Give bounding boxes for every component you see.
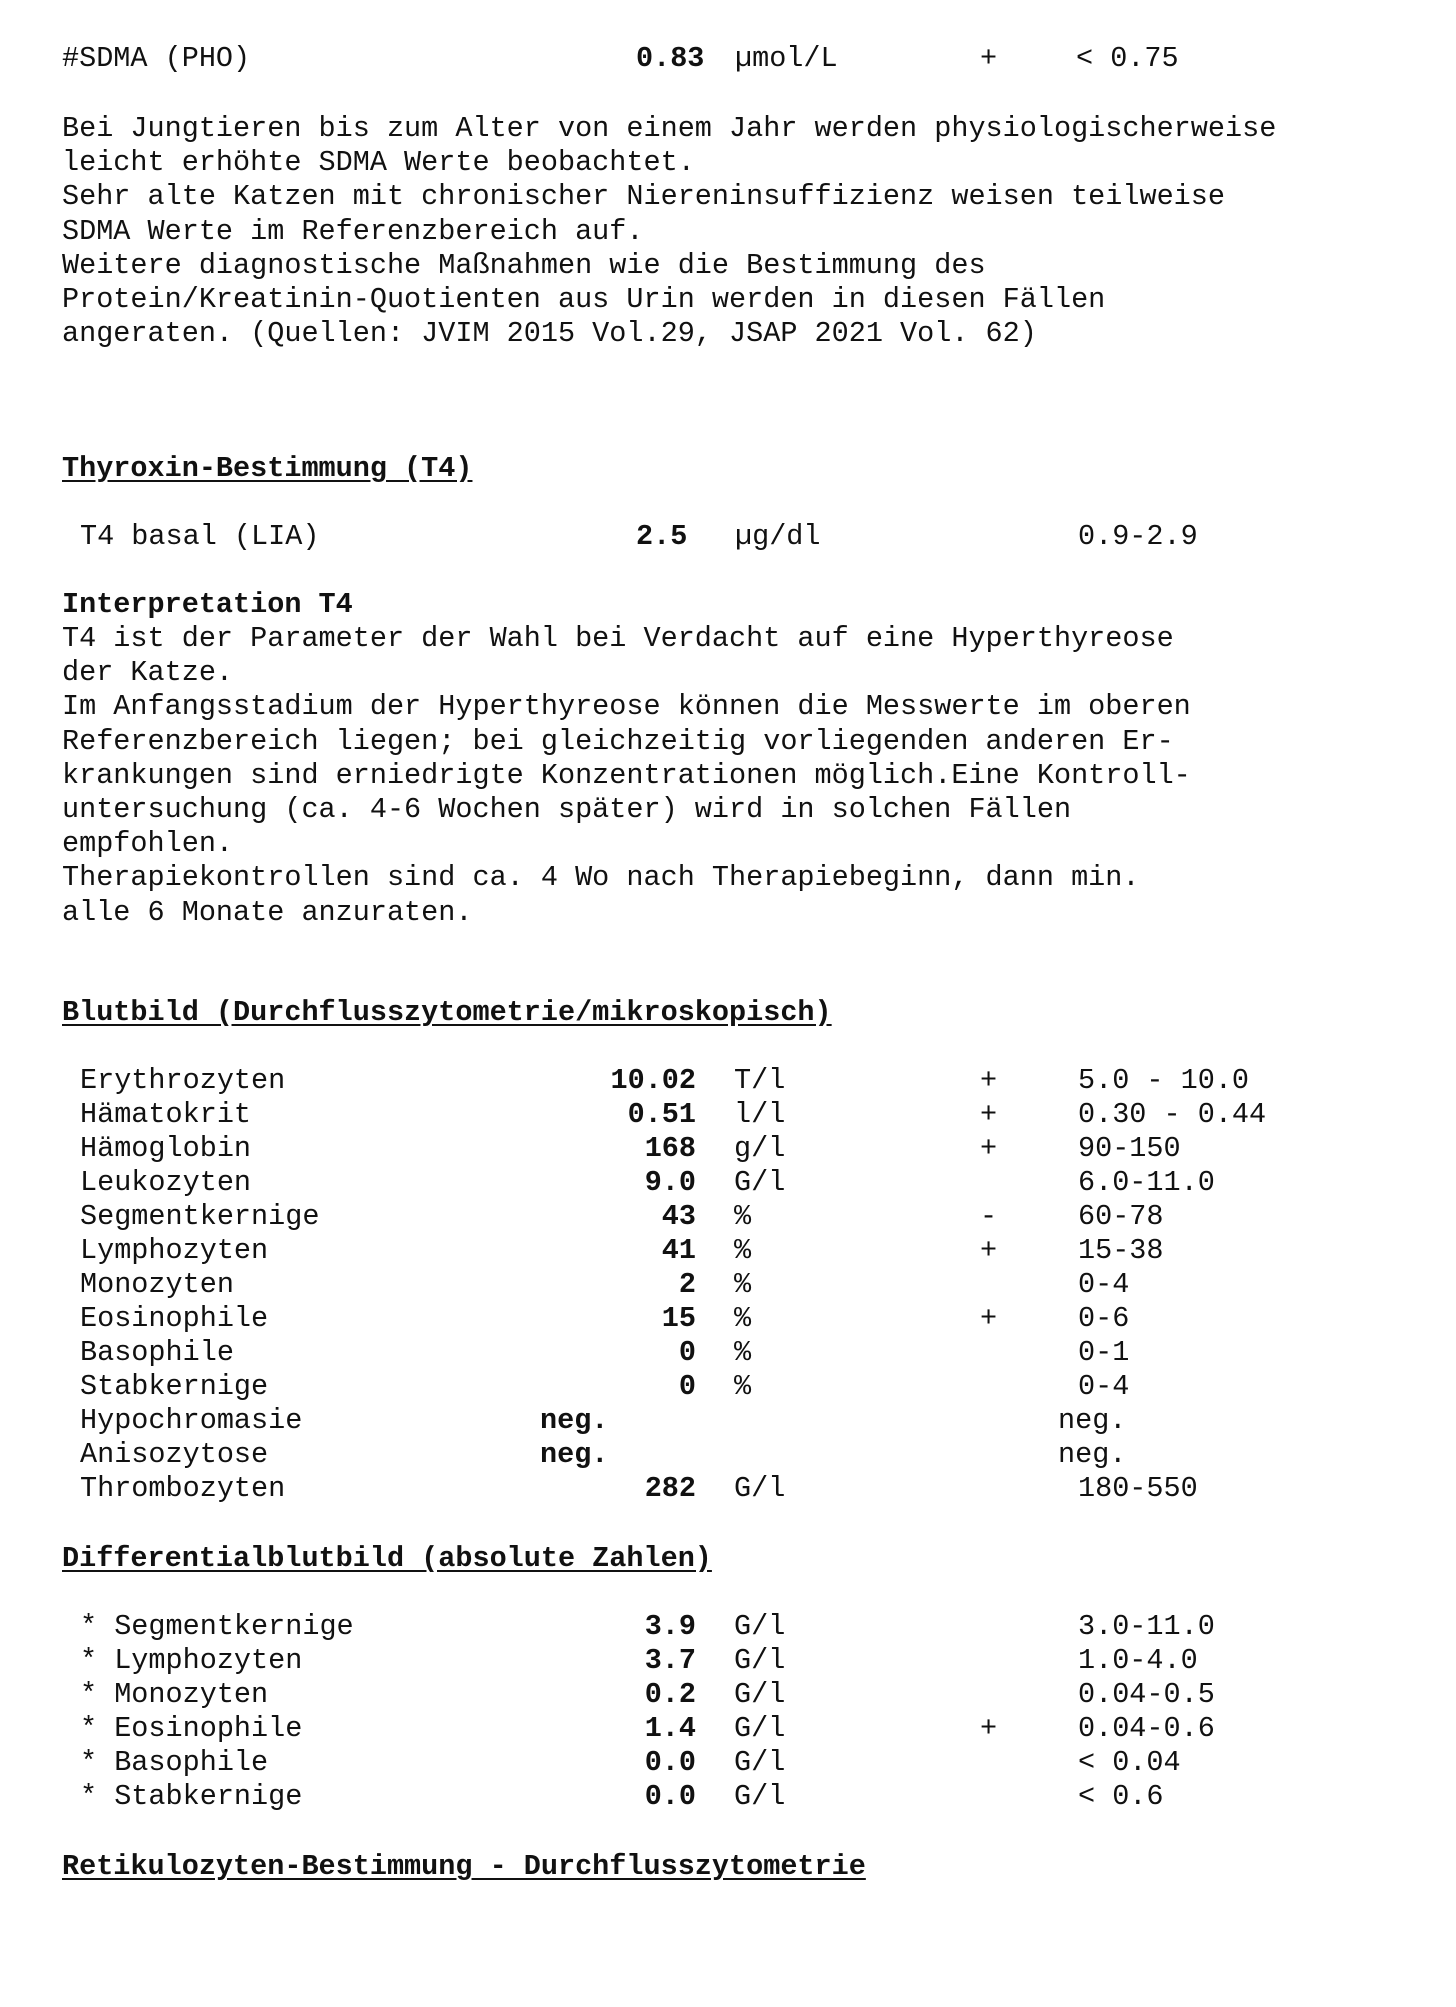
row-ref: 0.04-0.6	[1078, 1712, 1215, 1745]
row-name: Basophile	[80, 1336, 234, 1369]
row-ref: 0.04-0.5	[1078, 1678, 1215, 1711]
row-ref: 90-150	[1078, 1132, 1181, 1165]
row-name: Anisozytose	[80, 1438, 269, 1471]
row-name: Monozyten	[80, 1268, 234, 1301]
row-ref: 0-4	[1078, 1370, 1130, 1403]
row-value: 43	[661, 1200, 696, 1233]
row-ref: neg.	[1058, 1438, 1127, 1471]
row-value: 10.02	[610, 1064, 696, 1097]
row-value: neg.	[540, 1404, 609, 1437]
t4-value: 2.5	[636, 520, 688, 553]
thyroxin-heading: Thyroxin-Bestimmung (T4)	[62, 452, 473, 485]
row-ref: < 0.6	[1078, 1780, 1164, 1813]
row-ref: 5.0 - 10.0	[1078, 1064, 1250, 1097]
row-ref: 6.0-11.0	[1078, 1166, 1215, 1199]
row-value: 0	[678, 1336, 696, 1369]
row-ref: 0-6	[1078, 1302, 1130, 1335]
row-name: Eosinophile	[80, 1302, 269, 1335]
row-value: 0.0	[644, 1780, 696, 1813]
row-unit: %	[734, 1200, 752, 1233]
row-name: Erythrozyten	[80, 1064, 286, 1097]
row-flag: +	[980, 1098, 998, 1131]
row-unit: G/l	[734, 1746, 786, 1779]
row-name: Hämoglobin	[80, 1132, 252, 1165]
row-unit: %	[734, 1336, 752, 1369]
row-unit: l/l	[734, 1098, 786, 1131]
row-unit: G/l	[734, 1780, 786, 1813]
row-name: * Monozyten	[80, 1678, 269, 1711]
row-flag: -	[980, 1200, 998, 1233]
row-name: Hämatokrit	[80, 1098, 252, 1131]
row-flag: +	[980, 1132, 998, 1165]
row-name: Hypochromasie	[80, 1404, 303, 1437]
sdma-value: 0.83	[636, 42, 705, 75]
row-name: * Lymphozyten	[80, 1644, 303, 1677]
row-name: Thrombozyten	[80, 1472, 286, 1505]
row-value: 168	[644, 1132, 696, 1165]
row-unit: g/l	[734, 1132, 786, 1165]
row-value: 1.4	[644, 1712, 696, 1745]
row-value: 2	[678, 1268, 696, 1301]
row-value: 282	[644, 1472, 696, 1505]
sdma-name: #SDMA (PHO)	[62, 42, 251, 75]
t4-unit: µg/dl	[735, 520, 821, 553]
blutbild-heading: Blutbild (Durchflusszytometrie/mikroskopisch)	[62, 996, 832, 1029]
row-unit: T/l	[734, 1064, 786, 1097]
row-name: Segmentkernige	[80, 1200, 320, 1233]
row-flag: +	[980, 1712, 998, 1745]
row-ref: < 0.04	[1078, 1746, 1181, 1779]
row-value: 41	[661, 1234, 696, 1267]
row-value: 0.2	[644, 1678, 696, 1711]
row-unit: %	[734, 1234, 752, 1267]
row-value: 3.7	[644, 1644, 696, 1677]
t4-name: T4 basal (LIA)	[80, 520, 320, 553]
row-unit: G/l	[734, 1678, 786, 1711]
row-unit: G/l	[734, 1644, 786, 1677]
row-unit: %	[734, 1370, 752, 1403]
row-flag: +	[980, 1064, 998, 1097]
differential-heading: Differentialblutbild (absolute Zahlen)	[62, 1542, 712, 1575]
row-unit: %	[734, 1302, 752, 1335]
interpretation-heading: Interpretation T4	[62, 588, 353, 621]
interpretation-text: T4 ist der Parameter der Wahl bei Verdacht auf eine Hyperthyreose der Katze. Im Anfangsstadium der Hyperthyreose können die Messwerte im oberen Referenzbereich liegen; bei gleichzeitig vorliegenden anderen Er- krankungen sind erniedrigte Konzentrationen möglich.Eine Kontroll- untersuchung (ca. 4-6 Wochen später) wird in solchen Fällen empfohlen. Therapiekontrollen sind ca. 4 Wo nach Therapiebeginn, dann min. alle 6 Monate anzuraten.	[62, 622, 1191, 929]
row-ref: 0.30 - 0.44	[1078, 1098, 1267, 1131]
row-ref: 180-550	[1078, 1472, 1198, 1505]
row-value: neg.	[540, 1438, 609, 1471]
row-value: 0.51	[627, 1098, 696, 1131]
row-ref: 0-1	[1078, 1336, 1130, 1369]
row-ref: 1.0-4.0	[1078, 1644, 1198, 1677]
row-ref: 60-78	[1078, 1200, 1164, 1233]
t4-ref: 0.9-2.9	[1078, 520, 1198, 553]
row-name: Stabkernige	[80, 1370, 269, 1403]
row-flag: +	[980, 1302, 998, 1335]
sdma-unit: µmol/L	[735, 42, 838, 75]
sdma-ref: < 0.75	[1076, 42, 1179, 75]
row-ref: 3.0-11.0	[1078, 1610, 1215, 1643]
row-flag: +	[980, 1234, 998, 1267]
sdma-flag: +	[980, 42, 998, 75]
row-name: * Eosinophile	[80, 1712, 303, 1745]
row-ref: 0-4	[1078, 1268, 1130, 1301]
row-unit: G/l	[734, 1166, 786, 1199]
row-value: 0.0	[644, 1746, 696, 1779]
row-name: * Basophile	[80, 1746, 269, 1779]
retikulozyten-heading: Retikulozyten-Bestimmung - Durchflusszytometrie	[62, 1850, 866, 1883]
row-value: 0	[678, 1370, 696, 1403]
row-ref: 15-38	[1078, 1234, 1164, 1267]
row-unit: G/l	[734, 1472, 786, 1505]
sdma-note: Bei Jungtieren bis zum Alter von einem Jahr werden physiologischerweise leicht erhöhte SDMA Werte beobachtet. Sehr alte Katzen mit chronischer Niereninsuffizienz weisen teilweise SDMA Werte im Referenzbereich auf. Weitere diagnostische Maßnahmen wie die Bestimmung des Protein/Kreatinin-Quotienten aus Urin werden in diesen Fällen angeraten. (Quellen: JVIM 2015 Vol.29, JSAP 2021 Vol. 62)	[62, 112, 1277, 351]
row-name: Lymphozyten	[80, 1234, 269, 1267]
row-name: * Stabkernige	[80, 1780, 303, 1813]
row-value: 3.9	[644, 1610, 696, 1643]
row-value: 15	[661, 1302, 696, 1335]
row-name: Leukozyten	[80, 1166, 252, 1199]
row-name: * Segmentkernige	[80, 1610, 354, 1643]
row-unit: %	[734, 1268, 752, 1301]
row-value: 9.0	[644, 1166, 696, 1199]
row-unit: G/l	[734, 1712, 786, 1745]
row-unit: G/l	[734, 1610, 786, 1643]
row-ref: neg.	[1058, 1404, 1127, 1437]
